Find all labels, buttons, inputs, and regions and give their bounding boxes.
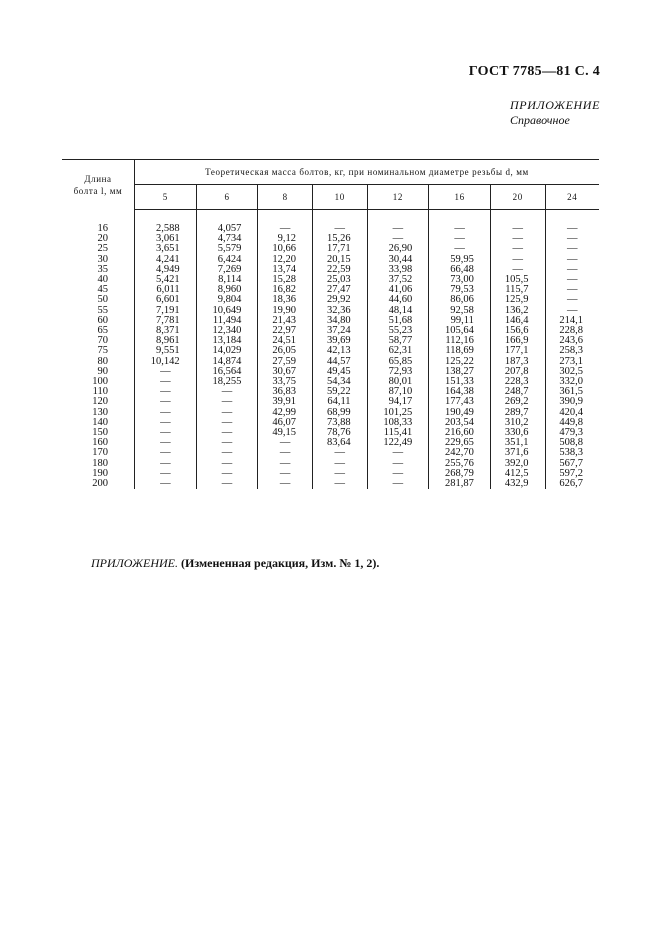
mass-cell: — <box>135 479 197 489</box>
mass-cell: 216,60 <box>429 428 491 438</box>
mass-cell: — <box>196 459 258 469</box>
mass-cell: 78,76 <box>312 428 367 438</box>
mass-cell: — <box>567 223 578 234</box>
length-cell: 200 <box>62 479 135 489</box>
document-code: ГОСТ 7785—81 С. 4 <box>468 64 600 79</box>
mass-cell: 6,424 <box>196 255 258 265</box>
mass-cell: — <box>429 234 491 244</box>
length-column-header <box>62 160 135 210</box>
appendix-label <box>510 98 600 128</box>
mass-cell: 207,8 <box>490 367 545 377</box>
mass-cell: 289,7 <box>490 408 545 418</box>
mass-cell: 73,00 <box>429 275 491 285</box>
mass-cell: 13,74 <box>258 265 313 275</box>
mass-cell: 25,03 <box>312 275 367 285</box>
mass-cell: 22,97 <box>258 326 313 336</box>
mass-cell: 7,191 <box>135 306 197 316</box>
length-cell: 60 <box>62 316 135 326</box>
mass-cell: 48,14 <box>367 306 429 316</box>
mass-cell: — <box>312 469 367 479</box>
mass-cell: 27,47 <box>312 285 367 295</box>
mass-cell: 24,51 <box>258 336 313 346</box>
mass-cell: 392,0 <box>490 459 545 469</box>
mass-cell: 190,49 <box>429 408 491 418</box>
mass-cell: 42,13 <box>312 346 367 356</box>
mass-cell: 567,7 <box>559 457 583 469</box>
mass-cell: — <box>567 294 578 306</box>
mass-cell: 44,60 <box>367 295 429 305</box>
mass-cell: 10,649 <box>196 306 258 316</box>
mass-cell: 83,64 <box>312 438 367 448</box>
mass-cell: — <box>135 377 197 387</box>
mass-cell: 14,029 <box>196 346 258 356</box>
mass-cell: 7,781 <box>135 316 197 326</box>
mass-cell: 8,961 <box>135 336 197 346</box>
mass-cell: 412,5 <box>490 469 545 479</box>
mass-cell: 15,26 <box>312 234 367 244</box>
mass-cell: 508,8 <box>559 437 583 449</box>
mass-cell: — <box>367 479 429 489</box>
mass-cell: — <box>135 459 197 469</box>
length-cell: 110 <box>62 387 135 397</box>
mass-cell: 449,8 <box>559 416 583 428</box>
mass-cell: 34,80 <box>312 316 367 326</box>
length-cell: 100 <box>62 377 135 387</box>
mass-cell: 18,255 <box>196 377 258 387</box>
mass-cell: — <box>490 255 545 265</box>
mass-cell: 626,7 <box>559 478 583 490</box>
mass-span-header: Теоретическая масса болтов, кг, при номинальном диаметре резьбы d, мм <box>135 160 600 185</box>
mass-cell: — <box>258 210 313 235</box>
mass-cell: — <box>135 387 197 397</box>
mass-cell: — <box>490 234 545 244</box>
mass-cell: 479,3 <box>559 427 583 439</box>
length-cell: 25 <box>62 244 135 254</box>
mass-cell: 42,99 <box>258 408 313 418</box>
mass-cell: 33,98 <box>367 265 429 275</box>
mass-cell: 59,22 <box>312 387 367 397</box>
mass-cell: 73,88 <box>312 418 367 428</box>
diameter-header: 5 <box>135 185 197 210</box>
mass-cell: 177,43 <box>429 397 491 407</box>
mass-cell: 41,06 <box>367 285 429 295</box>
mass-cell: 105,5 <box>490 275 545 285</box>
mass-cell: — <box>258 459 313 469</box>
mass-cell: — <box>367 448 429 458</box>
mass-cell: 255,76 <box>429 459 491 469</box>
mass-cell: — <box>567 263 578 275</box>
mass-cell: 203,54 <box>429 418 491 428</box>
mass-cell: 432,9 <box>490 479 545 489</box>
length-cell: 130 <box>62 408 135 418</box>
mass-cell: 268,79 <box>429 469 491 479</box>
diameter-header: 8 <box>258 185 313 210</box>
mass-cell: 15,28 <box>258 275 313 285</box>
mass-cell: 361,5 <box>559 386 583 398</box>
mass-cell: 12,340 <box>196 326 258 336</box>
mass-cell: 68,99 <box>312 408 367 418</box>
length-cell: 65 <box>62 326 135 336</box>
length-cell: 40 <box>62 275 135 285</box>
mass-cell: — <box>567 274 578 286</box>
length-cell: 70 <box>62 336 135 346</box>
mass-cell: 3,061 <box>135 234 197 244</box>
mass-cell: 9,551 <box>135 346 197 356</box>
mass-cell: 13,184 <box>196 336 258 346</box>
mass-cell: 49,45 <box>312 367 367 377</box>
mass-cell: — <box>312 479 367 489</box>
mass-cell: 54,34 <box>312 377 367 387</box>
diameter-header-row <box>62 185 599 210</box>
mass-cell: — <box>196 418 258 428</box>
mass-cell: 229,65 <box>429 438 491 448</box>
mass-cell: 7,269 <box>196 265 258 275</box>
mass-cell: — <box>258 448 313 458</box>
mass-cell: 108,33 <box>367 418 429 428</box>
mass-cell: 10,142 <box>135 357 197 367</box>
mass-cell: 105,64 <box>429 326 491 336</box>
mass-cell: 122,49 <box>367 438 429 448</box>
mass-cell: 248,7 <box>490 387 545 397</box>
mass-cell: 30,67 <box>258 367 313 377</box>
mass-cell: — <box>196 408 258 418</box>
mass-cell: 310,2 <box>490 418 545 428</box>
mass-cell: 164,38 <box>429 387 491 397</box>
table-row <box>62 210 599 235</box>
mass-cell: 6,011 <box>135 285 197 295</box>
mass-cell: 27,59 <box>258 357 313 367</box>
mass-cell: 87,10 <box>367 387 429 397</box>
mass-cell: 92,58 <box>429 306 491 316</box>
mass-cell: 51,68 <box>367 316 429 326</box>
mass-cell: 66,48 <box>429 265 491 275</box>
mass-cell: — <box>429 244 491 254</box>
mass-cell: — <box>312 210 367 235</box>
mass-cell: 16,564 <box>196 367 258 377</box>
mass-cell: 36,83 <box>258 387 313 397</box>
mass-cell: 597,2 <box>559 467 583 479</box>
mass-cell: 332,0 <box>559 376 583 388</box>
mass-cell: 390,9 <box>559 396 583 408</box>
length-cell: 75 <box>62 346 135 356</box>
mass-cell: 20,15 <box>312 255 367 265</box>
mass-cell: 10,66 <box>258 244 313 254</box>
mass-cell: 86,06 <box>429 295 491 305</box>
mass-cell: — <box>196 469 258 479</box>
appendix-subtitle: Справочное <box>510 113 570 127</box>
length-cell: 160 <box>62 438 135 448</box>
length-header-line1: Длина <box>84 173 112 184</box>
mass-cell: 37,24 <box>312 326 367 336</box>
mass-cell: 214,1 <box>559 314 583 326</box>
mass-cell: 2,588 <box>135 210 197 235</box>
mass-cell: 187,3 <box>490 357 545 367</box>
mass-cell: 4,057 <box>196 210 258 235</box>
mass-cell: — <box>312 448 367 458</box>
mass-cell: 44,57 <box>312 357 367 367</box>
footnote-appendix: ПРИЛОЖЕНИЕ. <box>91 556 178 570</box>
mass-cell: 125,9 <box>490 295 545 305</box>
table-row <box>62 479 599 489</box>
diameter-header: 12 <box>367 185 429 210</box>
length-cell: 55 <box>62 306 135 316</box>
mass-cell: 19,90 <box>258 306 313 316</box>
length-cell: 20 <box>62 234 135 244</box>
mass-cell: — <box>490 244 545 254</box>
mass-cell: 243,6 <box>559 335 583 347</box>
footnote-revision: (Измененная редакция, Изм. № 1, 2). <box>180 556 380 570</box>
mass-cell: 49,15 <box>258 428 313 438</box>
mass-cell: 72,93 <box>367 367 429 377</box>
mass-cell: 33,75 <box>258 377 313 387</box>
mass-cell: — <box>312 459 367 469</box>
length-cell: 30 <box>62 255 135 265</box>
mass-cell: 16,82 <box>258 285 313 295</box>
mass-cell: 26,05 <box>258 346 313 356</box>
mass-cell: 115,41 <box>367 428 429 438</box>
mass-cell: 8,114 <box>196 275 258 285</box>
mass-cell: 273,1 <box>559 355 583 367</box>
mass-cell: 65,85 <box>367 357 429 367</box>
mass-cell: — <box>196 428 258 438</box>
mass-cell: 5,579 <box>196 244 258 254</box>
mass-cell: 29,92 <box>312 295 367 305</box>
length-cell: 190 <box>62 469 135 479</box>
mass-cell: 55,23 <box>367 326 429 336</box>
mass-cell: 39,69 <box>312 336 367 346</box>
mass-cell: 59,95 <box>429 255 491 265</box>
mass-cell: 46,07 <box>258 418 313 428</box>
mass-cell: 99,11 <box>429 316 491 326</box>
mass-cell: 151,33 <box>429 377 491 387</box>
mass-cell: 136,2 <box>490 306 545 316</box>
mass-cell: 420,4 <box>559 406 583 418</box>
mass-cell: 18,36 <box>258 295 313 305</box>
mass-cell: 14,874 <box>196 357 258 367</box>
mass-cell: 4,949 <box>135 265 197 275</box>
mass-cell: 4,241 <box>135 255 197 265</box>
mass-cell: — <box>490 210 545 235</box>
mass-cell: 115,7 <box>490 285 545 295</box>
length-header-line2: болта l, мм <box>73 185 123 196</box>
length-cell: 170 <box>62 448 135 458</box>
mass-cell: 64,11 <box>312 397 367 407</box>
mass-cell: 125,22 <box>429 357 491 367</box>
length-cell: 180 <box>62 459 135 469</box>
mass-cell: — <box>196 448 258 458</box>
appendix-title: ПРИЛОЖЕНИЕ <box>510 98 600 112</box>
mass-cell: — <box>135 438 197 448</box>
mass-cell: 538,3 <box>559 447 583 459</box>
mass-cell: 166,9 <box>490 336 545 346</box>
mass-cell: 80,01 <box>367 377 429 387</box>
mass-cell: 26,90 <box>367 244 429 254</box>
diameter-header: 24 <box>545 185 599 210</box>
mass-cell: 8,960 <box>196 285 258 295</box>
mass-cell: 62,31 <box>367 346 429 356</box>
mass-cell: 12,20 <box>258 255 313 265</box>
mass-cell: 351,1 <box>490 438 545 448</box>
diameter-header: 10 <box>312 185 367 210</box>
mass-cell: 258,3 <box>559 345 583 357</box>
mass-cell: 9,12 <box>258 234 313 244</box>
mass-cell: 330,6 <box>490 428 545 438</box>
mass-cell: — <box>567 233 578 245</box>
diameter-header: 6 <box>196 185 258 210</box>
footnote <box>91 556 379 571</box>
length-cell: 35 <box>62 265 135 275</box>
mass-cell: 3,651 <box>135 244 197 254</box>
mass-cell: 177,1 <box>490 346 545 356</box>
mass-cell: 58,77 <box>367 336 429 346</box>
mass-cell: — <box>258 479 313 489</box>
mass-cell: 17,71 <box>312 244 367 254</box>
mass-cell: — <box>367 234 429 244</box>
mass-cell: 371,6 <box>490 448 545 458</box>
mass-cell: 242,70 <box>429 448 491 458</box>
mass-cell: 228,8 <box>559 325 583 337</box>
mass-cell: 5,421 <box>135 275 197 285</box>
mass-cell: 79,53 <box>429 285 491 295</box>
mass-cell: 269,2 <box>490 397 545 407</box>
mass-cell: 94,17 <box>367 397 429 407</box>
table-body <box>62 210 599 490</box>
diameter-header: 16 <box>429 185 491 210</box>
mass-cell: — <box>135 448 197 458</box>
length-cell: 140 <box>62 418 135 428</box>
mass-cell: — <box>196 479 258 489</box>
mass-cell: 138,27 <box>429 367 491 377</box>
length-cell: 50 <box>62 295 135 305</box>
mass-cell: 302,5 <box>559 365 583 377</box>
length-cell: 16 <box>62 210 135 235</box>
mass-cell: — <box>490 265 545 275</box>
mass-cell: 37,52 <box>367 275 429 285</box>
mass-cell: — <box>367 459 429 469</box>
mass-cell: 228,3 <box>490 377 545 387</box>
length-cell: 120 <box>62 397 135 407</box>
mass-cell: — <box>135 408 197 418</box>
length-cell: 45 <box>62 285 135 295</box>
mass-cell: — <box>196 438 258 448</box>
mass-cell: — <box>367 469 429 479</box>
mass-cell: 21,43 <box>258 316 313 326</box>
length-cell: 90 <box>62 367 135 377</box>
mass-cell: — <box>196 387 258 397</box>
mass-cell: — <box>258 438 313 448</box>
mass-cell: 39,91 <box>258 397 313 407</box>
mass-cell: — <box>567 253 578 265</box>
mass-cell: — <box>135 397 197 407</box>
mass-cell: 11,494 <box>196 316 258 326</box>
mass-cell: — <box>135 367 197 377</box>
mass-cell: — <box>196 397 258 407</box>
mass-cell: 22,59 <box>312 265 367 275</box>
mass-cell: 4,734 <box>196 234 258 244</box>
mass-cell: 156,6 <box>490 326 545 336</box>
mass-cell: 9,804 <box>196 295 258 305</box>
mass-cell: 146,4 <box>490 316 545 326</box>
mass-cell: 118,69 <box>429 346 491 356</box>
length-cell: 80 <box>62 357 135 367</box>
length-cell: 150 <box>62 428 135 438</box>
mass-cell: — <box>567 243 578 255</box>
bolt-mass-table <box>62 159 599 489</box>
mass-cell: 32,36 <box>312 306 367 316</box>
mass-cell: 30,44 <box>367 255 429 265</box>
mass-cell: — <box>135 418 197 428</box>
mass-cell: 281,87 <box>429 479 491 489</box>
mass-cell: — <box>429 210 491 235</box>
mass-cell: 112,16 <box>429 336 491 346</box>
mass-cell: — <box>367 210 429 235</box>
diameter-header: 20 <box>490 185 545 210</box>
mass-cell: — <box>567 284 578 296</box>
mass-cell: — <box>135 469 197 479</box>
mass-cell: 101,25 <box>367 408 429 418</box>
mass-cell: 6,601 <box>135 295 197 305</box>
mass-cell: — <box>258 469 313 479</box>
mass-cell: — <box>135 428 197 438</box>
mass-cell: 8,371 <box>135 326 197 336</box>
mass-cell: — <box>567 304 578 316</box>
